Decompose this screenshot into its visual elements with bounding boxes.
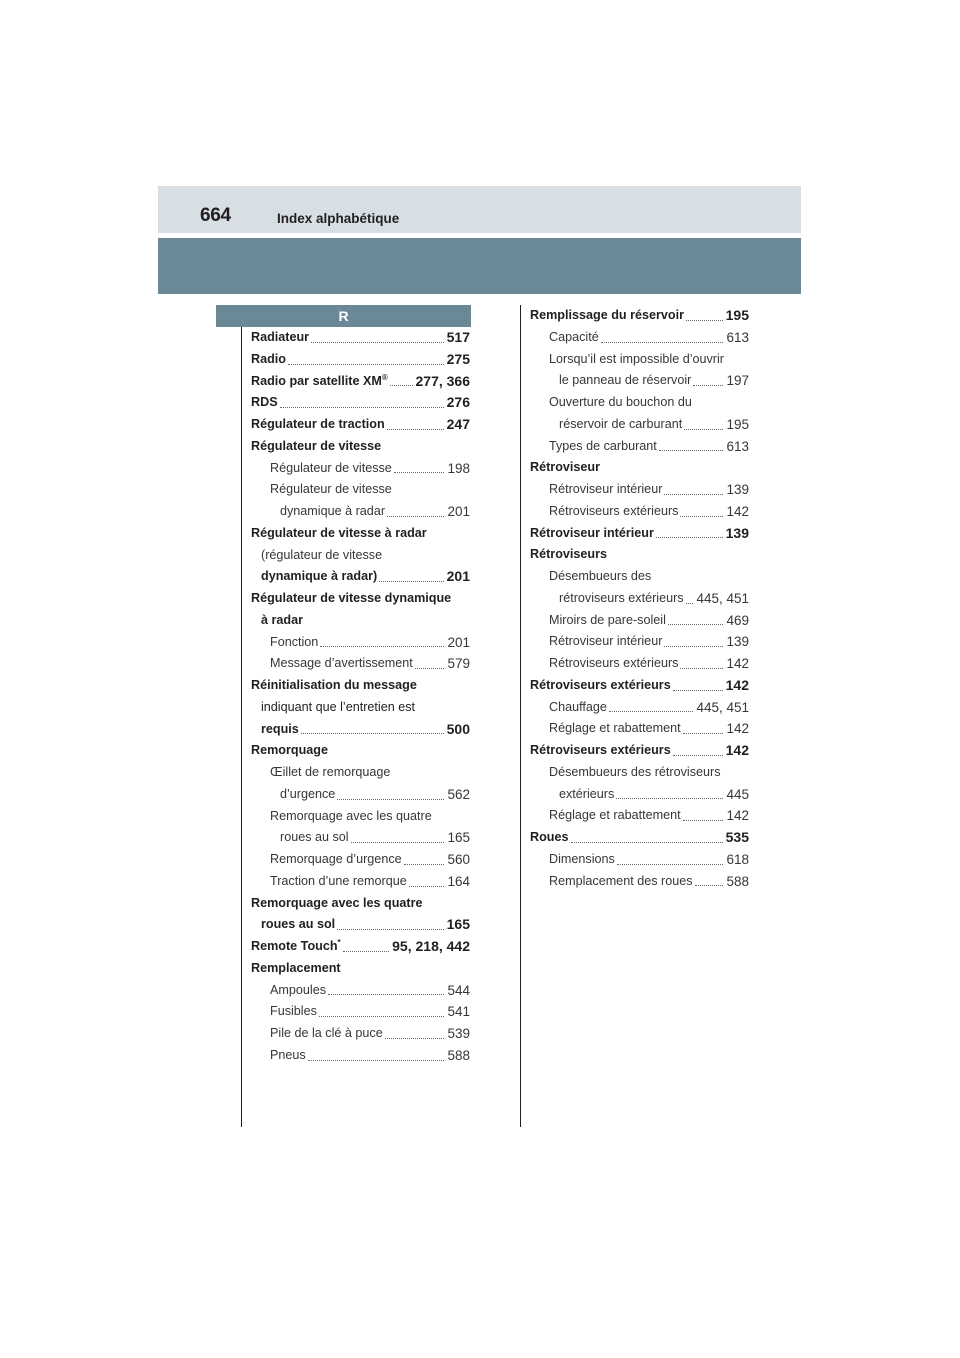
index-entry-label: Désembueurs des rétroviseurs — [549, 764, 721, 779]
index-entry — [530, 588, 749, 610]
index-entry-text — [251, 436, 381, 458]
index-entry — [530, 740, 749, 762]
index-entry-text — [270, 980, 326, 1002]
page-reference: 95, 218, 442 — [391, 936, 470, 958]
dot-leader — [680, 653, 723, 675]
dot-leader — [680, 501, 723, 523]
index-entry — [251, 958, 470, 980]
index-entry-label: Dimensions — [549, 851, 615, 866]
dot-leader — [319, 1001, 445, 1023]
page-reference: 201 — [446, 632, 470, 654]
index-entry-label: (régulateur de vitesse — [261, 547, 383, 562]
index-entry — [251, 675, 470, 697]
index-entry-label: Lorsqu’il est impossible d’ouvrir — [549, 351, 724, 366]
index-entry-label: Rétroviseur intérieur — [549, 634, 663, 649]
index-entry — [530, 370, 749, 392]
page-reference: 562 — [446, 784, 470, 806]
index-entry-text — [549, 805, 681, 827]
index-entry-text — [251, 588, 451, 610]
index-entry-text — [549, 849, 615, 871]
dot-leader — [387, 414, 444, 436]
index-entry-label: Régulateur de vitesse — [270, 460, 392, 475]
index-entry-text — [530, 544, 607, 566]
index-entry-label: Régulateur de vitesse à radar — [251, 525, 427, 540]
index-entry-superscript: * — [337, 937, 341, 947]
index-entry — [251, 936, 470, 958]
index-entry — [251, 501, 470, 523]
index-entry-text — [251, 371, 388, 393]
index-entry-text — [270, 1023, 383, 1045]
index-entry — [251, 371, 470, 393]
index-entry — [530, 653, 749, 675]
index-entry-text — [280, 827, 349, 849]
index-entry-text — [559, 370, 691, 392]
index-entry-text — [261, 719, 299, 741]
page-reference: 165 — [446, 827, 470, 849]
index-entry-label: Radio — [251, 351, 286, 366]
dot-leader — [394, 458, 445, 480]
index-entry-label: Rétroviseurs extérieurs — [530, 743, 671, 757]
index-entry — [251, 479, 470, 501]
index-entry — [530, 436, 749, 458]
page-reference: 560 — [446, 849, 470, 871]
index-entry-label: Régulateur de traction — [251, 417, 385, 431]
page-reference: 445, 451 — [695, 588, 749, 610]
index-entry-text — [280, 784, 335, 806]
index-entry — [530, 544, 749, 566]
index-entry — [530, 305, 749, 327]
dot-leader — [328, 980, 444, 1002]
index-entry — [251, 719, 470, 741]
page-reference: 195 — [725, 305, 749, 327]
index-entry-label: Chauffage — [549, 699, 607, 714]
dot-leader — [343, 936, 389, 958]
index-entry — [251, 697, 470, 719]
page-reference: 142 — [725, 501, 749, 523]
index-entry — [251, 871, 470, 893]
dot-leader — [693, 370, 723, 392]
page-reference: 445 — [725, 784, 749, 806]
index-entry — [251, 545, 470, 567]
index-entry-label: Ouverture du bouchon du — [549, 395, 692, 409]
index-entry — [530, 392, 749, 414]
index-entry-label: Capacité — [549, 329, 599, 344]
index-entry-label: dynamique à radar) — [261, 569, 378, 584]
index-entry-text — [270, 458, 392, 480]
dot-leader — [609, 697, 694, 719]
dot-leader — [684, 414, 723, 436]
index-entry — [251, 414, 470, 436]
dot-leader — [673, 740, 723, 762]
page-reference: 201 — [446, 501, 470, 523]
index-entry — [251, 980, 470, 1002]
index-entry-label: requis — [261, 721, 299, 736]
index-entry-text — [549, 871, 693, 893]
dot-leader — [379, 566, 443, 588]
index-entry-superscript: ® — [381, 372, 388, 382]
dot-leader — [616, 784, 723, 806]
index-entry-label: Rétroviseur intérieur — [530, 525, 654, 540]
dot-leader — [288, 349, 444, 371]
index-entry — [530, 610, 749, 632]
index-entry — [251, 632, 470, 654]
section-title: Index alphabétique — [277, 211, 400, 226]
page-reference: 142 — [725, 740, 749, 762]
index-entry — [530, 849, 749, 871]
index-entry — [251, 327, 470, 349]
dot-leader — [308, 1045, 445, 1067]
index-entry-label: Remplacement — [251, 960, 341, 975]
index-entry-text — [559, 414, 682, 436]
dot-leader — [668, 610, 724, 632]
index-entry-text — [549, 327, 599, 349]
index-entry-text — [270, 1001, 317, 1023]
index-entry-label: Fusibles — [270, 1004, 317, 1019]
dot-leader — [659, 436, 724, 458]
index-entry — [251, 893, 470, 915]
index-entry-text — [549, 718, 681, 740]
page-reference: 142 — [725, 805, 749, 827]
page-reference: 275 — [446, 349, 470, 371]
index-entry-text — [549, 392, 692, 414]
dot-leader — [337, 914, 443, 936]
index-entry-text — [251, 327, 309, 349]
page-reference: 535 — [725, 827, 749, 849]
index-entry-text — [251, 893, 423, 915]
index-entry-label: Réglage et rabattement — [549, 721, 681, 736]
index-entry — [251, 806, 470, 828]
index-entry-label: Rétroviseurs — [530, 547, 607, 562]
page-reference: 588 — [725, 871, 749, 893]
index-entry-label: Remplacement des roues — [549, 873, 693, 888]
dot-leader — [390, 371, 413, 393]
page-number: 664 — [200, 205, 231, 226]
page-reference: 544 — [446, 980, 470, 1002]
index-entry — [251, 458, 470, 480]
index-entry-label: Rétroviseur — [530, 460, 600, 475]
index-entry — [530, 457, 749, 479]
index-entry — [251, 762, 470, 784]
page-reference: 139 — [725, 523, 749, 545]
index-entry-text — [549, 501, 678, 523]
page-reference: 579 — [446, 653, 470, 675]
index-entry-label: Traction d’une remorque — [270, 873, 407, 888]
index-entry-label: Remorquage d’urgence — [270, 852, 402, 866]
dot-leader — [571, 827, 723, 849]
dot-leader — [695, 871, 724, 893]
page-reference: 445, 451 — [695, 697, 749, 719]
index-entry-text — [270, 1045, 306, 1067]
page-reference: 201 — [446, 566, 470, 588]
index-entry-text — [530, 827, 569, 849]
index-entry-text — [549, 762, 721, 784]
index-entry — [251, 784, 470, 806]
index-entry-text — [270, 871, 407, 893]
index-entry-label: Remorquage avec les quatre — [270, 808, 432, 823]
index-entry-text — [270, 849, 402, 871]
index-entry-label: Réglage et rabattement — [549, 808, 681, 823]
index-entry-label: Régulateur de vitesse dynamique — [251, 591, 452, 605]
index-entry-label: Réinitialisation du message — [251, 678, 417, 692]
page-reference: 613 — [725, 327, 749, 349]
index-entry-label: Remplissage du réservoir — [530, 308, 684, 322]
index-entry-label: le panneau de réservoir — [559, 373, 692, 388]
index-entry-label: Fonction — [270, 634, 319, 649]
index-entry — [530, 523, 749, 545]
page-header — [158, 186, 801, 233]
index-entry-text — [549, 653, 678, 675]
index-entry-text — [251, 740, 328, 762]
page-reference: 618 — [725, 849, 749, 871]
dot-leader — [664, 631, 723, 653]
page-reference: 142 — [725, 675, 749, 697]
index-entry — [251, 392, 470, 414]
index-entry — [530, 718, 749, 740]
index-entry-text — [530, 675, 671, 697]
index-entry-label: roues au sol — [261, 917, 336, 932]
index-entry-label: Œillet de remorquage — [270, 765, 391, 779]
index-entry-label: réservoir de carburant — [559, 416, 683, 431]
index-entry-text — [549, 349, 724, 371]
index-entry-text — [549, 697, 607, 719]
index-entry — [251, 740, 470, 762]
index-entry-label: Remote Touch — [251, 939, 338, 953]
index-entry-label: RDS — [251, 395, 278, 410]
index-entry-label: extérieurs — [559, 786, 615, 801]
index-entry — [251, 436, 470, 458]
index-entry-label: roues au sol — [280, 830, 349, 845]
index-entry-label: Roues — [530, 830, 569, 844]
index-entry — [251, 588, 470, 610]
index-entry-label: Types de carburant — [549, 438, 657, 453]
index-entry-text — [530, 740, 671, 762]
index-entry-text — [261, 566, 377, 588]
index-entry-text — [261, 610, 303, 632]
index-entry — [530, 501, 749, 523]
index-entry-label: Désembueurs des — [549, 569, 652, 583]
page-reference: 198 — [446, 458, 470, 480]
index-entry-text — [549, 631, 662, 653]
page-reference: 276 — [446, 392, 470, 414]
dot-leader — [387, 501, 444, 523]
dot-leader — [311, 327, 444, 349]
index-entry-text — [251, 958, 341, 980]
middle-column-rule — [520, 305, 521, 1127]
index-entry-label: Radiateur — [251, 330, 310, 344]
index-entry-label: Rétroviseurs extérieurs — [549, 503, 679, 518]
index-entry-text — [270, 632, 318, 654]
dot-leader — [673, 675, 723, 697]
index-entry-label: indiquant que l’entretien est — [261, 699, 416, 714]
page-reference: 517 — [446, 327, 470, 349]
page-reference: 247 — [446, 414, 470, 436]
index-entry-label: Remorquage — [251, 743, 328, 758]
page-reference: 195 — [725, 414, 749, 436]
index-entry — [251, 1045, 470, 1067]
index-entry — [530, 349, 749, 371]
index-entry — [251, 566, 470, 588]
index-entry-text — [559, 588, 684, 610]
header-band — [158, 238, 801, 294]
index-entry — [530, 414, 749, 436]
dot-leader — [683, 805, 724, 827]
section-letter-tab: R — [216, 305, 471, 327]
index-entry-label: Message d’avertissement — [270, 656, 413, 671]
index-entry-text — [530, 305, 684, 327]
index-entry-text — [530, 523, 654, 545]
page-reference: 469 — [725, 610, 749, 632]
index-entry — [251, 349, 470, 371]
index-entry — [251, 610, 470, 632]
dot-leader — [337, 784, 444, 806]
index-entry — [530, 566, 749, 588]
page-reference: 500 — [446, 719, 470, 741]
index-entry-label: d’urgence — [280, 786, 336, 801]
page-reference: 142 — [725, 653, 749, 675]
page-reference: 277, 366 — [415, 371, 471, 393]
index-entry — [530, 675, 749, 697]
dot-leader — [617, 849, 724, 871]
page-reference: 541 — [446, 1001, 470, 1023]
page-reference: 142 — [725, 718, 749, 740]
index-entry-label: Miroirs de pare-soleil — [549, 612, 666, 627]
dot-leader — [351, 827, 445, 849]
index-entry — [530, 327, 749, 349]
index-entry — [251, 827, 470, 849]
index-entry — [251, 1001, 470, 1023]
dot-leader — [686, 305, 723, 327]
index-entry-label: Pile de la clé à puce — [270, 1026, 383, 1040]
page-reference: 588 — [446, 1045, 470, 1067]
dot-leader — [404, 849, 445, 871]
index-entry-label: Régulateur de vitesse — [270, 482, 392, 497]
index-entry-label: à radar — [261, 612, 304, 627]
index-entry-text — [251, 936, 341, 958]
index-entry-text — [530, 457, 600, 479]
index-entry — [251, 653, 470, 675]
dot-leader — [385, 1023, 445, 1045]
index-entry — [251, 914, 470, 936]
index-entry — [530, 784, 749, 806]
dot-leader — [280, 392, 444, 414]
index-entry — [251, 1023, 470, 1045]
index-column-left — [251, 327, 470, 1067]
index-entry-label: Remorquage avec les quatre — [251, 895, 423, 910]
index-entry-label: dynamique à radar — [280, 504, 386, 518]
index-entry — [251, 849, 470, 871]
index-entry — [530, 827, 749, 849]
index-entry — [530, 631, 749, 653]
index-entry-text — [251, 349, 286, 371]
index-entry-text — [270, 653, 413, 675]
dot-leader — [320, 632, 444, 654]
index-column-right — [530, 305, 749, 892]
index-entry — [530, 805, 749, 827]
index-entry-label: Régulateur de vitesse — [251, 438, 382, 453]
page-reference: 165 — [446, 914, 470, 936]
index-entry-text — [549, 566, 651, 588]
index-entry-label: Radio par satellite XM — [251, 373, 382, 388]
page-reference: 164 — [446, 871, 470, 893]
index-entry-text — [261, 914, 335, 936]
dot-leader — [683, 718, 724, 740]
index-entry-text — [261, 545, 382, 567]
index-entry-text — [251, 675, 417, 697]
index-entry — [251, 523, 470, 545]
page-reference: 139 — [725, 479, 749, 501]
index-entry-label: Rétroviseurs extérieurs — [549, 656, 679, 670]
index-entry-label: Rétroviseurs extérieurs — [530, 677, 671, 692]
index-entry-text — [559, 784, 614, 806]
dot-leader — [301, 719, 444, 741]
dot-leader — [415, 653, 445, 675]
dot-leader — [664, 479, 723, 501]
index-entry-text — [270, 806, 432, 828]
index-entry — [530, 871, 749, 893]
dot-leader — [409, 871, 445, 893]
index-entry-text — [261, 697, 415, 719]
index-entry-text — [251, 523, 427, 545]
index-entry-text — [549, 610, 666, 632]
index-entry — [530, 762, 749, 784]
page-reference: 139 — [725, 631, 749, 653]
index-entry-label: Rétroviseur intérieur — [549, 482, 663, 496]
index-entry-text — [549, 479, 662, 501]
index-entry-label: Ampoules — [270, 982, 327, 997]
index-entry-text — [280, 501, 385, 523]
index-entry-text — [251, 392, 278, 414]
index-entry-label: rétroviseurs extérieurs — [559, 590, 684, 605]
page-reference: 197 — [725, 370, 749, 392]
index-entry-text — [549, 436, 657, 458]
dot-leader — [601, 327, 724, 349]
index-entry-text — [251, 414, 385, 436]
page-reference: 613 — [725, 436, 749, 458]
index-entry-text — [270, 762, 390, 784]
dot-leader — [656, 523, 723, 545]
index-entry — [530, 479, 749, 501]
page-reference: 539 — [446, 1023, 470, 1045]
index-entry-text — [270, 479, 392, 501]
left-column-rule — [241, 305, 242, 1127]
dot-leader — [686, 588, 694, 610]
index-entry-label: Pneus — [270, 1047, 306, 1062]
index-entry — [530, 697, 749, 719]
